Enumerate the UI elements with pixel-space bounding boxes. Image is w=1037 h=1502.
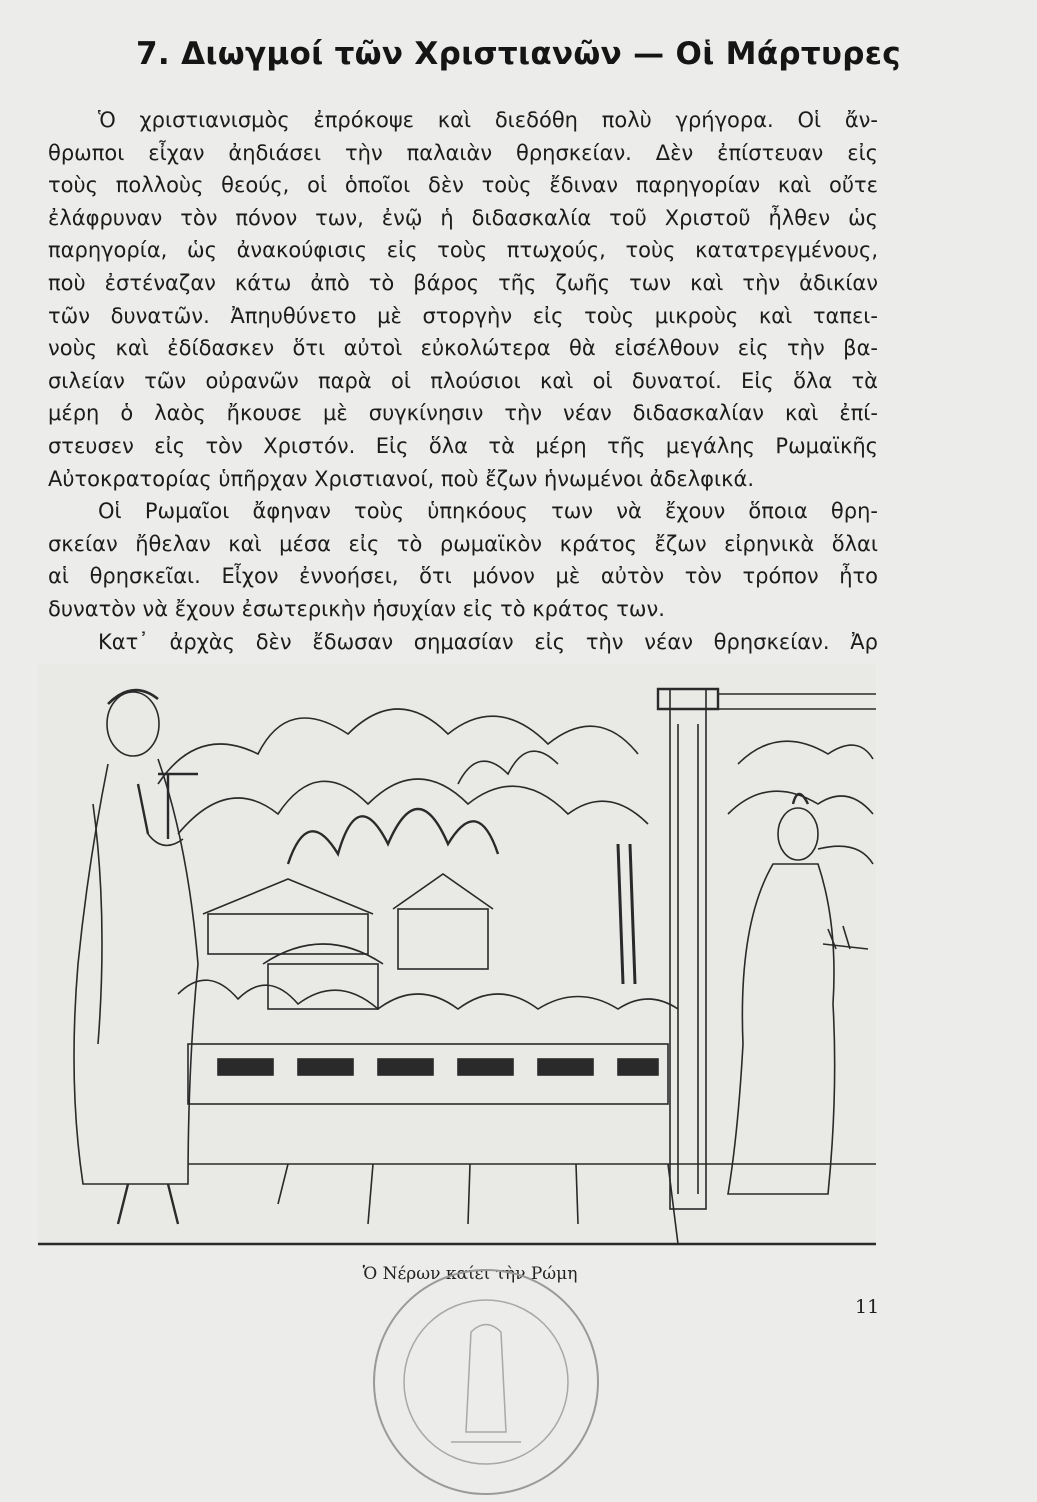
text-line: σιλείαν τῶν οὐρανῶν παρὰ οἱ πλούσιοι καὶ οἱ δυνατοί. Εἰς ὅλα τὰ	[48, 368, 878, 393]
text-line: θρωποι εἶχαν ἀηδιάσει τὴν παλαιὰν θρησκείαν. Δὲν ἐπίστευαν εἰς	[48, 140, 878, 165]
text-line: Κατ᾽ ἀρχὰς δὲν ἔδωσαν σημασίαν εἰς τὴν νέαν θρησκείαν. Ἀρ	[98, 629, 878, 654]
text-line: ἐλάφρυναν τὸν πόνον των, ἐνῷ ἡ διδασκαλία τοῦ Χριστοῦ ἦλθεν ὡς	[48, 205, 878, 230]
text-line: στευσεν εἰς τὸν Χριστόν. Εἰς ὅλα τὰ μέρη τῆς μεγάλης Ρωμαϊκῆς	[48, 433, 878, 458]
text-line: τῶν δυνατῶν. Ἀπηυθύνετο μὲ στοργὴν εἰς τοὺς μικροὺς καὶ ταπει-	[48, 303, 878, 328]
text-line: αἱ θρησκεῖαι. Εἶχον ἐννοήσει, ὅτι μόνον μὲ αὐτὸν τὸν τρόπον ἦτο	[48, 564, 878, 589]
text-line: Οἱ Ρωμαῖοι ἄφηναν τοὺς ὑπηκόους των νὰ ἔχουν ὅποια θρη-	[98, 499, 878, 524]
text-line: τοὺς πολλοὺς θεούς, οἱ ὁποῖοι δὲν τοὺς ἔδιναν παρηγορίαν καὶ οὔτε	[48, 173, 878, 198]
page-title: 7. Διωγμοί τῶν Χριστιανῶν — Οἱ Μάρτυρες	[136, 36, 901, 72]
text-line: μέρη ὁ λαὸς ἤκουσε μὲ συγκίνησιν τὴν νέαν διδασκαλίαν καὶ ἐπί-	[48, 401, 878, 426]
text-line: νοὺς καὶ ἐδίδασκεν ὅτι αὐτοὶ εὐκολώτερα θὰ εἰσέλθουν εἰς τὴν βα-	[48, 336, 878, 361]
text-line: δυνατὸν νὰ ἔχουν ἐσωτερικὴν ἡσυχίαν εἰς τὸ κράτος των.	[48, 596, 665, 621]
body-text	[48, 104, 878, 658]
nero-burning-rome-illustration	[38, 664, 876, 1246]
page-number: 11	[855, 1296, 880, 1318]
text-line: παρηγορία, ὡς ἀνακούφισις εἰς τοὺς πτωχούς, τοὺς κατατρεγμένους,	[48, 238, 878, 263]
library-stamp-icon	[366, 1262, 606, 1502]
figure-caption: Ὁ Νέρων καίει τὴν Ρώμη	[362, 1264, 578, 1284]
text-line: Αὐτοκρατορίας ὑπῆρχαν Χριστιανοί, ποὺ ἔζων ἡνωμένοι ἀδελφικά.	[48, 466, 755, 491]
text-line: σκείαν ἤθελαν καὶ μέσα εἰς τὸ ρωμαϊκὸν κράτος ἔζων εἰρηνικὰ ὅλαι	[48, 531, 878, 556]
text-line: Ὁ χριστιανισμὸς ἐπρόκοψε καὶ διεδόθη πολὺ γρήγορα. Οἱ ἄν-	[98, 108, 878, 132]
text-line: ποὺ ἐστέναζαν κάτω ἀπὸ τὸ βάρος τῆς ζωῆς των καὶ τὴν ἀδικίαν	[48, 270, 878, 295]
